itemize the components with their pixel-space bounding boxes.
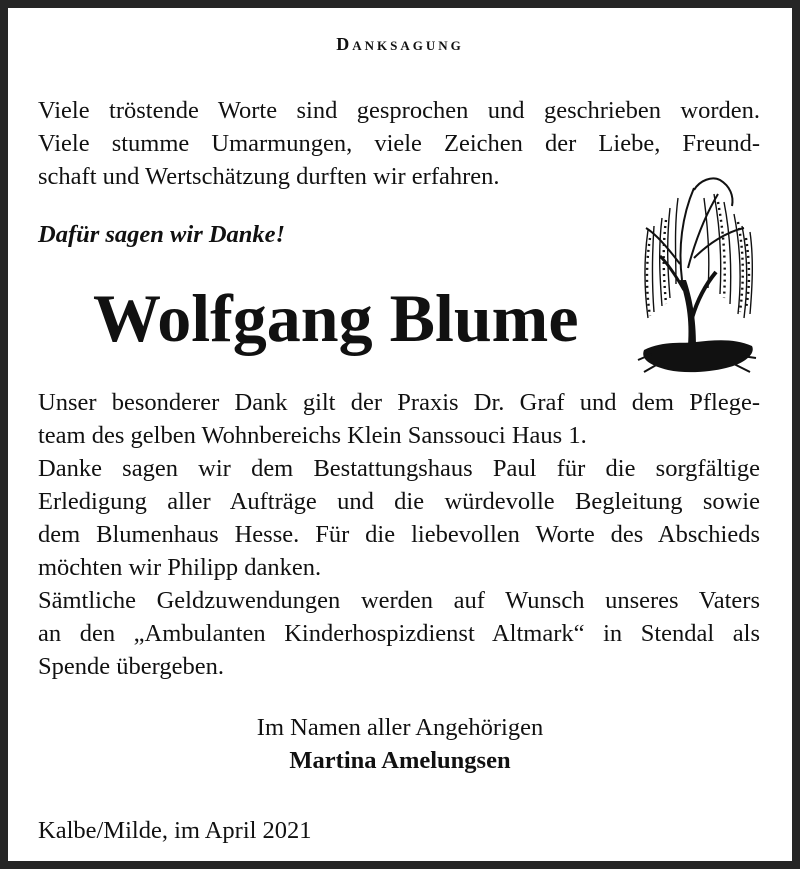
signature-block xyxy=(8,711,792,777)
place-date: Kalbe/Milde, im April 2021 xyxy=(38,817,312,844)
intro-line: schaft und Wertschätzung durften wir erfahren. xyxy=(38,163,500,190)
deceased-name: Wolfgang Blume xyxy=(93,280,579,356)
body-line: Sämtliche Geldzuwendungen werden auf Wunsch unseres Vaters xyxy=(38,587,760,614)
body-line: team des gelben Wohnbereichs Klein Sanssouci Haus 1. xyxy=(38,422,587,449)
thanks-line: Dafür sagen wir Danke! xyxy=(38,221,286,248)
body-line: Spende übergeben. xyxy=(38,653,224,680)
intro-line: Viele tröstende Worte sind gesprochen und geschrieben worden. xyxy=(38,97,760,124)
body-line: an den „Ambulanten Kinderhospizdienst Altmark“ in Stendal als xyxy=(38,620,760,647)
body-line: dem Blumenhaus Hesse. Für die liebevollen Worte des Abschieds xyxy=(38,521,760,548)
body-line: Danke sagen wir dem Bestattungshaus Paul für die sorgfältige xyxy=(38,455,760,482)
signer-name: Martina Amelungsen xyxy=(289,747,511,774)
heading: Danksagung xyxy=(336,34,464,54)
body-line: Erledigung aller Aufträge und die würdevolle Begleitung sowie xyxy=(38,488,760,515)
body-line: möchten wir Philipp danken. xyxy=(38,554,322,581)
signature-line: Im Namen aller Angehörigen xyxy=(256,714,544,741)
body-paragraph xyxy=(38,386,760,683)
weeping-willow-icon xyxy=(634,168,758,380)
body-line: Unser besonderer Dank gilt der Praxis Dr. Graf und dem Pflege- xyxy=(38,389,760,416)
intro-line: Viele stumme Umarmungen, viele Zeichen der Liebe, Freund- xyxy=(38,130,760,157)
